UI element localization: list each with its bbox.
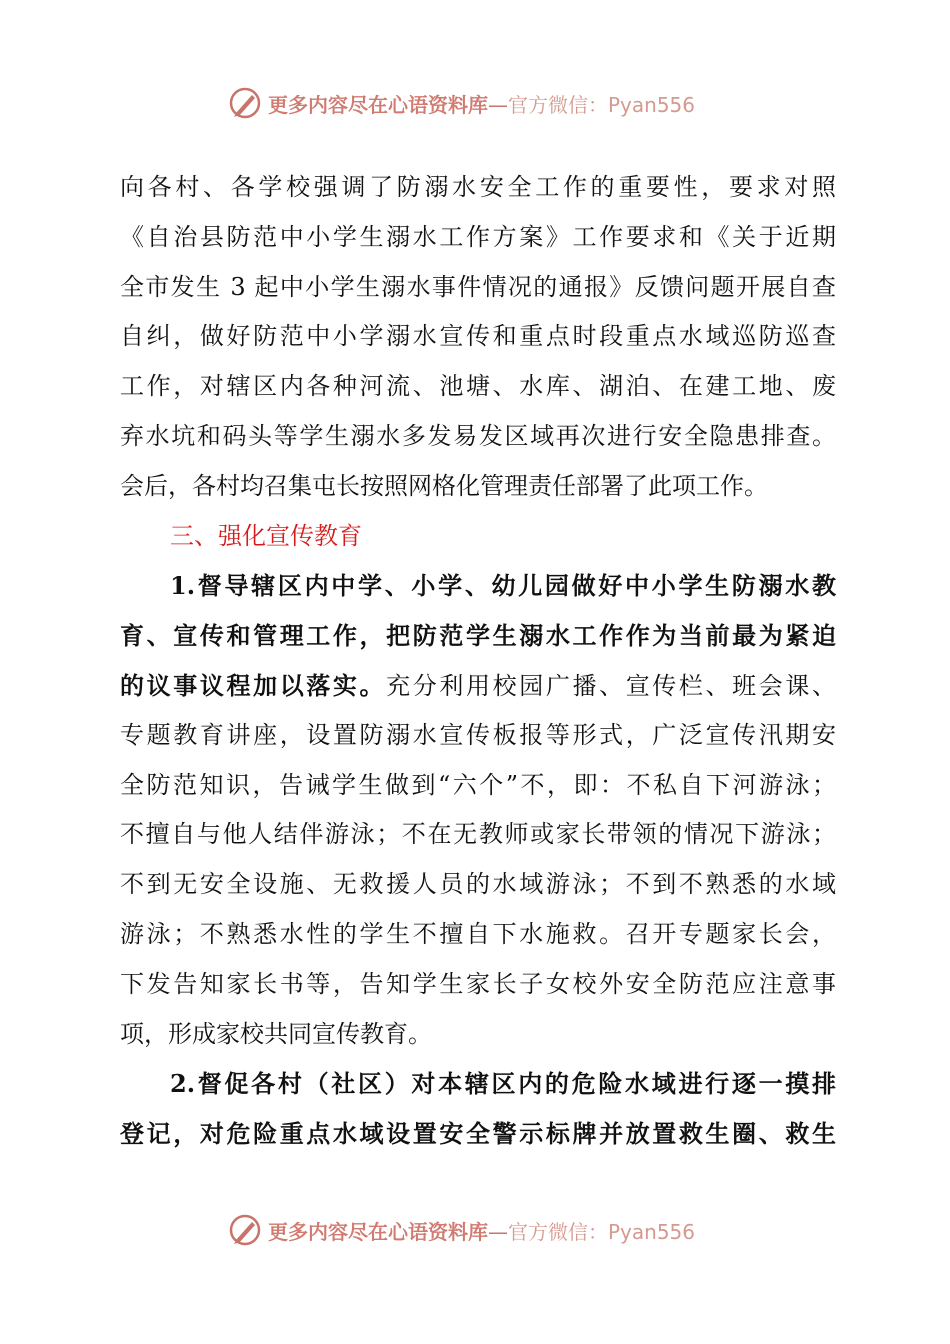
section-heading: 三、强化宣传教育 [170, 521, 362, 550]
paragraph-line: 项，形成家校共同宣传教育。 [120, 1019, 432, 1048]
paragraph-line: 全市发生 3 起中小学生溺水事件情况的通报》反馈问题开展自查 [120, 272, 836, 301]
paragraph-line: 会后，各村均召集屯长按照网格化管理责任部署了此项工作。 [120, 471, 768, 500]
watermark-separator: — [488, 92, 508, 117]
paragraph-line: 自纠，做好防范中小学溺水宣传和重点时段重点水域巡防巡查 [120, 322, 836, 351]
pen-logo-icon [228, 86, 262, 120]
paragraph-line: 弃水坑和码头等学生溺水多发易发区域再次进行安全隐患排查。 [120, 421, 836, 450]
watermark-brand: 更多内容尽在心语资料库 [268, 1219, 488, 1244]
item1-bold-line: 1.督导辖区内中学、小学、幼儿园做好中小学生防溺水教 [170, 571, 836, 601]
paragraph-line: 《自治县防范中小学生溺水工作方案》工作要求和《关于近期 [120, 222, 836, 251]
watermark-brand: 更多内容尽在心语资料库 [268, 92, 488, 117]
watermark-banner-top [228, 83, 728, 123]
item2-bold-line: 登记，对危险重点水域设置安全警示标牌并放置救生圈、救生 [120, 1119, 836, 1149]
item1-mixed-line [120, 661, 836, 711]
paragraph-line: 游泳；不熟悉水性的学生不擅自下水施救。召开专题家长会， [120, 919, 836, 948]
item1-bold-fragment: 的议事议程加以落实。 [120, 670, 387, 700]
item2-bold-line: 2.督促各村（社区）对本辖区内的危险水域进行逐一摸排 [170, 1069, 836, 1099]
item1-normal-fragment: 充分利用校园广播、宣传栏、班会课、 [386, 671, 837, 700]
paragraph-line: 全防范知识，告诫学生做到“六个”不，即：不私自下河游泳； [120, 770, 836, 799]
watermark-separator: — [488, 1219, 508, 1244]
paragraph-line: 专题教育讲座，设置防溺水宣传板报等形式，广泛宣传汛期安 [120, 720, 836, 749]
paragraph-line: 工作，对辖区内各种河流、池塘、水库、湖泊、在建工地、废 [120, 372, 836, 401]
watermark-text [268, 1216, 695, 1245]
watermark-banner-bottom [228, 1210, 728, 1250]
pen-logo-icon [228, 1213, 262, 1247]
watermark-wechat: 官方微信：Pyan556 [508, 92, 696, 117]
watermark-text [268, 89, 695, 118]
paragraph-line: 向各村、各学校强调了防溺水安全工作的重要性，要求对照 [120, 173, 836, 201]
paragraph-line: 不到无安全设施、无救援人员的水域游泳；不到不熟悉的水域 [120, 870, 836, 899]
watermark-wechat: 官方微信：Pyan556 [508, 1219, 696, 1244]
paragraph-line: 下发告知家长书等，告知学生家长子女校外安全防范应注意事 [120, 969, 836, 998]
paragraph-line: 不擅自与他人结伴游泳；不在无教师或家长带领的情况下游泳； [120, 820, 836, 849]
item1-bold-line: 育、宣传和管理工作，把防范学生溺水工作作为当前最为紧迫 [120, 621, 836, 651]
document-body [120, 163, 836, 1159]
